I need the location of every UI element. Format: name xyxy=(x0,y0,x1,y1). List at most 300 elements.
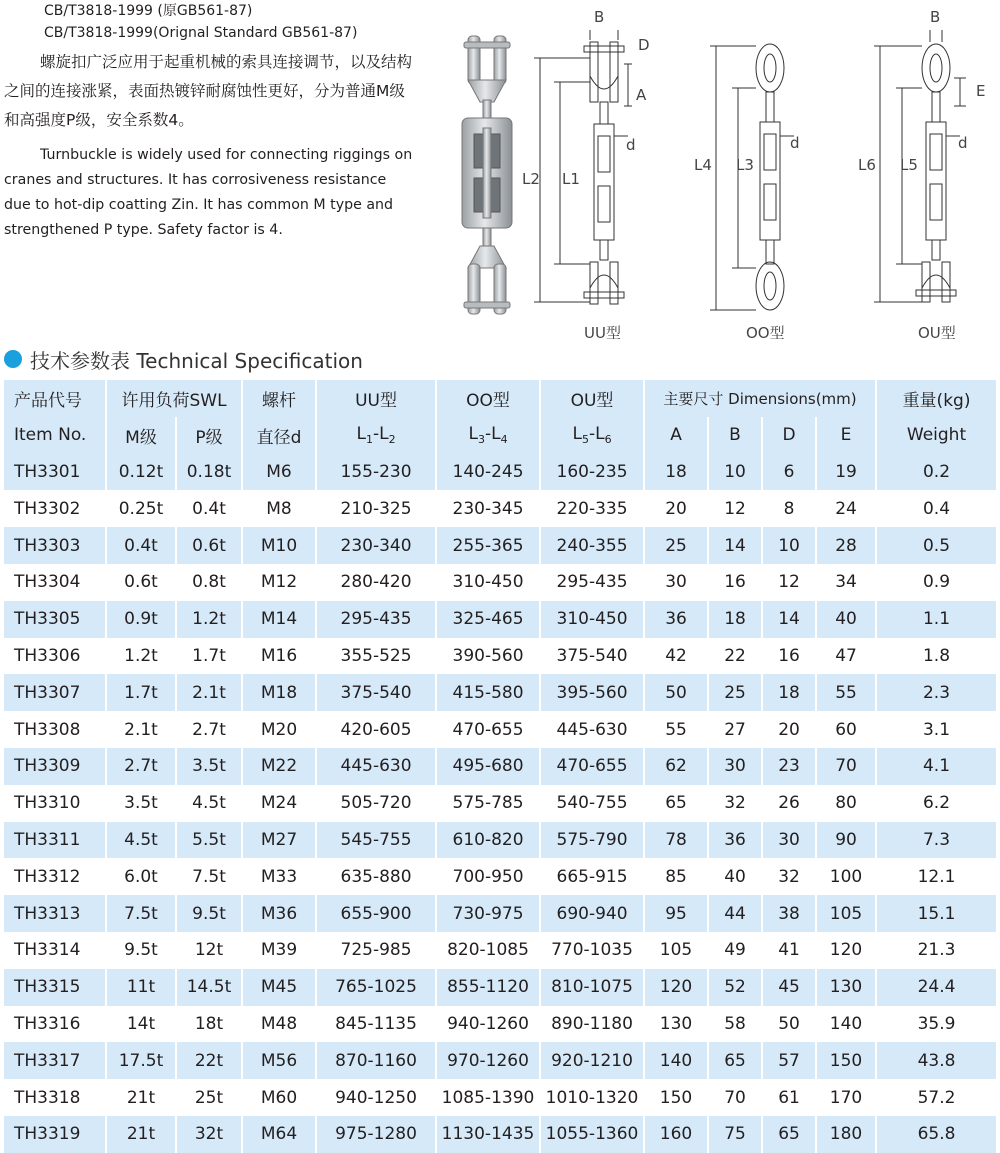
cell-dim-b: 14 xyxy=(708,527,762,564)
cell-swl-p: 7.5t xyxy=(176,858,242,895)
table-row xyxy=(4,1079,996,1116)
cell-swl-m: 14t xyxy=(106,1006,176,1043)
cell-uu-length: 210-325 xyxy=(316,490,436,527)
cell-weight: 24.4 xyxy=(876,969,996,1006)
cell-dim-b: 25 xyxy=(708,674,762,711)
cell-dim-a: 130 xyxy=(644,1006,708,1043)
cell-rod-diameter: M64 xyxy=(242,1116,316,1153)
cell-dim-d: 45 xyxy=(762,969,816,1006)
cell-dim-d: 50 xyxy=(762,1006,816,1043)
spec-table-body xyxy=(4,454,996,1153)
cell-oo-length: 390-560 xyxy=(436,638,540,675)
cell-dim-d: 32 xyxy=(762,858,816,895)
cell-swl-m: 0.12t xyxy=(106,454,176,491)
cell-swl-m: 0.9t xyxy=(106,601,176,638)
cell-ou-length: 375-540 xyxy=(540,638,644,675)
cell-dim-d: 20 xyxy=(762,711,816,748)
cell-ou-length: 240-355 xyxy=(540,527,644,564)
cell-oo-length: 855-1120 xyxy=(436,969,540,1006)
cell-dim-b: 22 xyxy=(708,638,762,675)
cell-dim-e: 19 xyxy=(816,454,876,491)
cell-uu-length: 635-880 xyxy=(316,858,436,895)
cell-uu-length: 375-540 xyxy=(316,674,436,711)
cell-weight: 57.2 xyxy=(876,1079,996,1116)
l1-text: L xyxy=(356,424,366,445)
cell-dim-b: 40 xyxy=(708,858,762,895)
standard-en: CB/T3818-1999(Orignal Standard GB561-87) xyxy=(44,25,358,41)
cell-rod-diameter: M45 xyxy=(242,969,316,1006)
cell-dim-d: 12 xyxy=(762,564,816,601)
cell-swl-p: 9.5t xyxy=(176,895,242,932)
cell-ou-length: 810-1075 xyxy=(540,969,644,1006)
cell-oo-length: 730-975 xyxy=(436,895,540,932)
uu-label-l1: L1 xyxy=(562,170,580,188)
header-item-cn: 产品代号 xyxy=(4,380,106,417)
l5-sub: 5 xyxy=(581,433,589,447)
cell-item-no: TH3314 xyxy=(4,932,106,969)
cell-rod-diameter: M18 xyxy=(242,674,316,711)
cell-weight: 3.1 xyxy=(876,711,996,748)
table-row xyxy=(4,858,996,895)
cell-uu-length: 355-525 xyxy=(316,638,436,675)
table-row xyxy=(4,454,996,491)
cell-uu-length: 845-1135 xyxy=(316,1006,436,1043)
cell-uu-length: 420-605 xyxy=(316,711,436,748)
cell-ou-length: 540-755 xyxy=(540,785,644,822)
l5-text: L xyxy=(572,424,582,445)
cell-dim-a: 150 xyxy=(644,1079,708,1116)
cell-swl-m: 4.5t xyxy=(106,822,176,859)
cell-dim-a: 120 xyxy=(644,969,708,1006)
cell-dim-e: 70 xyxy=(816,748,876,785)
cell-ou-length: 770-1035 xyxy=(540,932,644,969)
table-row xyxy=(4,1116,996,1153)
cell-swl-p: 0.6t xyxy=(176,527,242,564)
cell-swl-m: 21t xyxy=(106,1116,176,1153)
cell-weight: 2.3 xyxy=(876,674,996,711)
cell-swl-m: 1.7t xyxy=(106,674,176,711)
uu-label-b: B xyxy=(594,8,605,26)
cell-weight: 0.2 xyxy=(876,454,996,491)
table-row xyxy=(4,932,996,969)
cell-ou-length: 575-790 xyxy=(540,822,644,859)
cell-uu-length: 445-630 xyxy=(316,748,436,785)
cell-rod-diameter: M39 xyxy=(242,932,316,969)
l3-sub: 3 xyxy=(477,433,485,447)
header-dim-a: A xyxy=(644,417,708,454)
cell-oo-length: 575-785 xyxy=(436,785,540,822)
cell-item-no: TH3318 xyxy=(4,1079,106,1116)
cell-swl-p: 32t xyxy=(176,1116,242,1153)
cell-dim-b: 75 xyxy=(708,1116,762,1153)
cell-oo-length: 610-820 xyxy=(436,822,540,859)
header-uu: UU型 xyxy=(316,380,436,417)
cell-ou-length: 890-1180 xyxy=(540,1006,644,1043)
cell-oo-length: 1085-1390 xyxy=(436,1079,540,1116)
cell-dim-d: 61 xyxy=(762,1079,816,1116)
cell-oo-length: 310-450 xyxy=(436,564,540,601)
table-row xyxy=(4,674,996,711)
cell-swl-p: 18t xyxy=(176,1006,242,1043)
header-row xyxy=(4,417,996,454)
cell-rod-diameter: M12 xyxy=(242,564,316,601)
cell-dim-b: 70 xyxy=(708,1079,762,1116)
cell-rod-diameter: M22 xyxy=(242,748,316,785)
cell-ou-length: 160-235 xyxy=(540,454,644,491)
cell-ou-length: 220-335 xyxy=(540,490,644,527)
l4-text: -L xyxy=(484,424,501,445)
cell-swl-p: 2.7t xyxy=(176,711,242,748)
cell-item-no: TH3312 xyxy=(4,858,106,895)
cell-ou-length: 470-655 xyxy=(540,748,644,785)
header-l3-l4 xyxy=(436,417,540,454)
cell-oo-length: 970-1260 xyxy=(436,1042,540,1079)
cell-item-no: TH3311 xyxy=(4,822,106,859)
cell-weight: 6.2 xyxy=(876,785,996,822)
header-item-en: Item No. xyxy=(4,417,106,454)
l6-sub: 6 xyxy=(604,433,612,447)
cell-dim-a: 105 xyxy=(644,932,708,969)
cell-dim-e: 180 xyxy=(816,1116,876,1153)
cell-rod-diameter: M56 xyxy=(242,1042,316,1079)
cell-item-no: TH3307 xyxy=(4,674,106,711)
bullet-dot-icon xyxy=(4,350,22,368)
cell-uu-length: 505-720 xyxy=(316,785,436,822)
cell-oo-length: 255-365 xyxy=(436,527,540,564)
cell-uu-length: 230-340 xyxy=(316,527,436,564)
cell-uu-length: 295-435 xyxy=(316,601,436,638)
cell-rod-diameter: M33 xyxy=(242,858,316,895)
ou-label-l6: L6 xyxy=(858,156,876,174)
cell-weight: 21.3 xyxy=(876,932,996,969)
cell-dim-a: 55 xyxy=(644,711,708,748)
l4-sub: 4 xyxy=(500,433,508,447)
cell-weight: 12.1 xyxy=(876,858,996,895)
cell-oo-length: 1130-1435 xyxy=(436,1116,540,1153)
section-title: 技术参数表 Technical Specification xyxy=(30,348,363,373)
cell-rod-diameter: M8 xyxy=(242,490,316,527)
cell-dim-b: 52 xyxy=(708,969,762,1006)
cell-rod-diameter: M14 xyxy=(242,601,316,638)
table-row xyxy=(4,895,996,932)
cell-dim-d: 6 xyxy=(762,454,816,491)
cell-swl-m: 9.5t xyxy=(106,932,176,969)
cell-uu-length: 870-1160 xyxy=(316,1042,436,1079)
l6-text: -L xyxy=(588,424,605,445)
cell-dim-b: 30 xyxy=(708,748,762,785)
table-row xyxy=(4,711,996,748)
cell-swl-p: 0.18t xyxy=(176,454,242,491)
cell-item-no: TH3301 xyxy=(4,454,106,491)
cell-dim-e: 100 xyxy=(816,858,876,895)
cell-item-no: TH3309 xyxy=(4,748,106,785)
cell-weight: 0.4 xyxy=(876,490,996,527)
header-ou: OU型 xyxy=(540,380,644,417)
cell-dim-e: 105 xyxy=(816,895,876,932)
cell-dim-d: 10 xyxy=(762,527,816,564)
cell-dim-d: 57 xyxy=(762,1042,816,1079)
cell-dim-d: 14 xyxy=(762,601,816,638)
cell-dim-b: 49 xyxy=(708,932,762,969)
section-heading xyxy=(4,344,363,374)
cell-rod-diameter: M60 xyxy=(242,1079,316,1116)
cell-uu-length: 545-755 xyxy=(316,822,436,859)
cell-dim-a: 36 xyxy=(644,601,708,638)
cell-dim-e: 60 xyxy=(816,711,876,748)
l1-sub: 1 xyxy=(365,433,373,447)
cell-dim-e: 130 xyxy=(816,969,876,1006)
uu-caption: UU型 xyxy=(584,324,621,342)
uu-type-diagram xyxy=(520,6,670,340)
cell-dim-e: 28 xyxy=(816,527,876,564)
cell-rod-diameter: M16 xyxy=(242,638,316,675)
cell-swl-m: 6.0t xyxy=(106,858,176,895)
cell-dim-e: 80 xyxy=(816,785,876,822)
cell-rod-diameter: M10 xyxy=(242,527,316,564)
standard-cn: CB/T3818-1999 (原GB561-87) xyxy=(44,3,253,19)
table-row xyxy=(4,1006,996,1043)
cell-dim-a: 160 xyxy=(644,1116,708,1153)
cell-dim-d: 30 xyxy=(762,822,816,859)
cell-swl-m: 7.5t xyxy=(106,895,176,932)
cell-dim-a: 42 xyxy=(644,638,708,675)
table-row xyxy=(4,527,996,564)
cell-dim-a: 18 xyxy=(644,454,708,491)
description-cn: 螺旋扣广泛应用于起重机械的索具连接调节，以及结构之间的连接涨紧，表面热镀锌耐腐蚀性更好，分为普通M级和高强度P级，安全系数4。 xyxy=(4,53,413,129)
oo-label-l4: L4 xyxy=(694,156,712,174)
table-row xyxy=(4,490,996,527)
cell-rod-diameter: M6 xyxy=(242,454,316,491)
cell-oo-length: 495-680 xyxy=(436,748,540,785)
cell-uu-length: 765-1025 xyxy=(316,969,436,1006)
cell-item-no: TH3313 xyxy=(4,895,106,932)
cell-swl-m: 17.5t xyxy=(106,1042,176,1079)
cell-swl-m: 11t xyxy=(106,969,176,1006)
cell-item-no: TH3302 xyxy=(4,490,106,527)
oo-caption: OO型 xyxy=(746,324,785,342)
header-oo: OO型 xyxy=(436,380,540,417)
cell-dim-d: 38 xyxy=(762,895,816,932)
cell-rod-diameter: M27 xyxy=(242,822,316,859)
cell-dim-a: 20 xyxy=(644,490,708,527)
cell-ou-length: 295-435 xyxy=(540,564,644,601)
cell-dim-b: 65 xyxy=(708,1042,762,1079)
header-l1-l2 xyxy=(316,417,436,454)
cell-swl-p: 1.2t xyxy=(176,601,242,638)
cell-dim-a: 25 xyxy=(644,527,708,564)
cell-dim-a: 62 xyxy=(644,748,708,785)
table-row xyxy=(4,564,996,601)
cell-item-no: TH3317 xyxy=(4,1042,106,1079)
cell-dim-a: 50 xyxy=(644,674,708,711)
cell-weight: 65.8 xyxy=(876,1116,996,1153)
cell-dim-d: 18 xyxy=(762,674,816,711)
cell-dim-b: 12 xyxy=(708,490,762,527)
cell-item-no: TH3306 xyxy=(4,638,106,675)
cell-dim-a: 78 xyxy=(644,822,708,859)
cell-swl-p: 3.5t xyxy=(176,748,242,785)
ou-label-b: B xyxy=(930,8,941,26)
cell-dim-e: 24 xyxy=(816,490,876,527)
cell-weight: 15.1 xyxy=(876,895,996,932)
cell-dim-d: 8 xyxy=(762,490,816,527)
header-l5-l6 xyxy=(540,417,644,454)
cell-weight: 1.1 xyxy=(876,601,996,638)
table-row xyxy=(4,748,996,785)
cell-swl-p: 25t xyxy=(176,1079,242,1116)
cell-dim-e: 140 xyxy=(816,1006,876,1043)
table-row xyxy=(4,969,996,1006)
cell-dim-a: 65 xyxy=(644,785,708,822)
cell-dim-e: 55 xyxy=(816,674,876,711)
cell-dim-b: 27 xyxy=(708,711,762,748)
cell-dim-e: 40 xyxy=(816,601,876,638)
cell-ou-length: 445-630 xyxy=(540,711,644,748)
cell-swl-m: 0.6t xyxy=(106,564,176,601)
l2-sub: 2 xyxy=(388,433,396,447)
cell-oo-length: 325-465 xyxy=(436,601,540,638)
cell-dim-d: 65 xyxy=(762,1116,816,1153)
header-m-grade: M级 xyxy=(106,417,176,454)
l2-text: -L xyxy=(372,424,389,445)
cell-dim-a: 85 xyxy=(644,858,708,895)
cell-swl-m: 21t xyxy=(106,1079,176,1116)
ou-label-e: E xyxy=(976,82,986,100)
cell-oo-length: 140-245 xyxy=(436,454,540,491)
cell-dim-e: 170 xyxy=(816,1079,876,1116)
cell-ou-length: 1010-1320 xyxy=(540,1079,644,1116)
cell-rod-diameter: M48 xyxy=(242,1006,316,1043)
header-dimensions: 主要尺寸 Dimensions(mm) xyxy=(644,380,876,417)
cell-weight: 1.8 xyxy=(876,638,996,675)
cell-uu-length: 725-985 xyxy=(316,932,436,969)
description-en: Turnbuckle is widely used for connecting riggings on cranes and structures. It has corrosiveness resistance due to hot-dip coatting Zin. It has common M type and strengthened P type. Safety factor is 4. xyxy=(4,147,413,238)
cell-oo-length: 820-1085 xyxy=(436,932,540,969)
header-p-grade: P级 xyxy=(176,417,242,454)
cell-ou-length: 920-1210 xyxy=(540,1042,644,1079)
cell-item-no: TH3315 xyxy=(4,969,106,1006)
header-rod-cn: 螺杆 xyxy=(242,380,316,417)
cell-swl-m: 1.2t xyxy=(106,638,176,675)
spec-table-header xyxy=(4,380,996,454)
table-row xyxy=(4,822,996,859)
table-row xyxy=(4,785,996,822)
cell-swl-p: 0.8t xyxy=(176,564,242,601)
cell-swl-p: 1.7t xyxy=(176,638,242,675)
intro-block xyxy=(4,0,416,243)
cell-dim-a: 140 xyxy=(644,1042,708,1079)
header-swl: 许用负荷SWL xyxy=(106,380,242,417)
cell-item-no: TH3308 xyxy=(4,711,106,748)
header-dim-d: D xyxy=(762,417,816,454)
oo-type-diagram xyxy=(690,6,830,340)
cell-ou-length: 1055-1360 xyxy=(540,1116,644,1153)
cell-swl-p: 5.5t xyxy=(176,822,242,859)
cell-oo-length: 470-655 xyxy=(436,711,540,748)
cell-dim-d: 26 xyxy=(762,785,816,822)
cell-item-no: TH3305 xyxy=(4,601,106,638)
cell-swl-p: 0.4t xyxy=(176,490,242,527)
cell-dim-e: 34 xyxy=(816,564,876,601)
cell-uu-length: 975-1280 xyxy=(316,1116,436,1153)
uu-label-d-upper: D xyxy=(638,36,650,54)
cell-ou-length: 395-560 xyxy=(540,674,644,711)
cell-dim-d: 23 xyxy=(762,748,816,785)
cell-item-no: TH3304 xyxy=(4,564,106,601)
cell-dim-b: 16 xyxy=(708,564,762,601)
ou-caption: OU型 xyxy=(918,324,956,342)
spec-table xyxy=(4,380,996,1153)
cell-item-no: TH3319 xyxy=(4,1116,106,1153)
oo-label-l3: L3 xyxy=(736,156,754,174)
table-row xyxy=(4,638,996,675)
cell-ou-length: 665-915 xyxy=(540,858,644,895)
turnbuckle-photo xyxy=(450,28,530,328)
cell-uu-length: 280-420 xyxy=(316,564,436,601)
cell-uu-length: 940-1250 xyxy=(316,1079,436,1116)
cell-dim-b: 10 xyxy=(708,454,762,491)
cell-item-no: TH3316 xyxy=(4,1006,106,1043)
cell-dim-a: 95 xyxy=(644,895,708,932)
uu-label-a: A xyxy=(636,86,647,104)
header-weight-cn: 重量(kg) xyxy=(876,380,996,417)
cell-weight: 7.3 xyxy=(876,822,996,859)
cell-oo-length: 230-345 xyxy=(436,490,540,527)
cell-rod-diameter: M36 xyxy=(242,895,316,932)
cell-oo-length: 700-950 xyxy=(436,858,540,895)
cell-swl-p: 4.5t xyxy=(176,785,242,822)
cell-item-no: TH3303 xyxy=(4,527,106,564)
cell-oo-length: 415-580 xyxy=(436,674,540,711)
cell-dim-b: 32 xyxy=(708,785,762,822)
header-dim-e: E xyxy=(816,417,876,454)
oo-label-rod-d: d xyxy=(790,134,800,152)
cell-swl-p: 14.5t xyxy=(176,969,242,1006)
cell-weight: 0.9 xyxy=(876,564,996,601)
cell-swl-p: 12t xyxy=(176,932,242,969)
cell-uu-length: 655-900 xyxy=(316,895,436,932)
cell-ou-length: 310-450 xyxy=(540,601,644,638)
ou-label-rod-d: d xyxy=(958,134,968,152)
cell-uu-length: 155-230 xyxy=(316,454,436,491)
cell-dim-e: 47 xyxy=(816,638,876,675)
cell-swl-m: 2.7t xyxy=(106,748,176,785)
cell-dim-a: 30 xyxy=(644,564,708,601)
ou-type-diagram xyxy=(850,6,1000,340)
cell-dim-e: 90 xyxy=(816,822,876,859)
uu-label-l2: L2 xyxy=(522,170,540,188)
cell-dim-d: 16 xyxy=(762,638,816,675)
cell-rod-diameter: M20 xyxy=(242,711,316,748)
cell-dim-b: 58 xyxy=(708,1006,762,1043)
uu-label-rod-d: d xyxy=(626,136,636,154)
ou-label-l5: L5 xyxy=(900,156,918,174)
cell-dim-e: 120 xyxy=(816,932,876,969)
header-weight-en: Weight xyxy=(876,417,996,454)
cell-oo-length: 940-1260 xyxy=(436,1006,540,1043)
cell-dim-e: 150 xyxy=(816,1042,876,1079)
cell-weight: 43.8 xyxy=(876,1042,996,1079)
cell-swl-m: 0.25t xyxy=(106,490,176,527)
cell-rod-diameter: M24 xyxy=(242,785,316,822)
l3-text: L xyxy=(468,424,478,445)
table-row xyxy=(4,1042,996,1079)
header-row xyxy=(4,380,996,417)
cell-swl-m: 2.1t xyxy=(106,711,176,748)
table-row xyxy=(4,601,996,638)
cell-weight: 0.5 xyxy=(876,527,996,564)
cell-ou-length: 690-940 xyxy=(540,895,644,932)
